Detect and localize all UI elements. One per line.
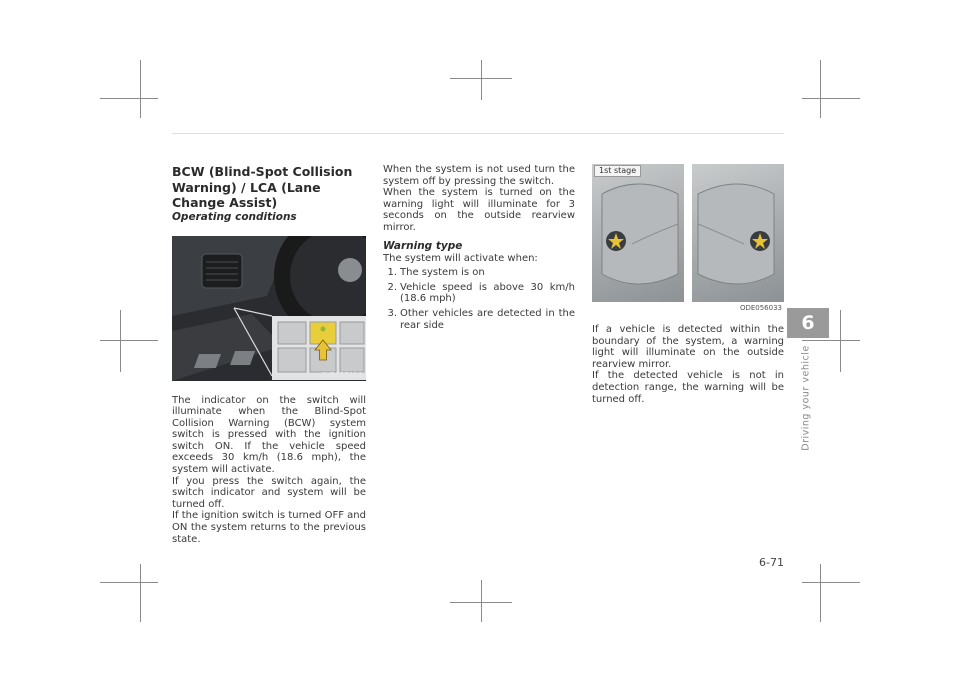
list-number: 2. (387, 281, 397, 293)
list-item (383, 267, 575, 279)
crop-mark (481, 60, 482, 100)
list-text: Vehicle speed is above 30 km/h (18.6 mph) (400, 281, 575, 305)
paragraph: When the system is not used turn the system off by pressing the switch. (383, 164, 575, 187)
paragraph: If the ignition switch is turned OFF and ON the system returns to the previous state. (172, 510, 366, 545)
crop-mark (820, 60, 821, 118)
crop-mark (100, 340, 158, 341)
crop-mark (820, 564, 821, 622)
figure-caption: ODE056033 (739, 304, 782, 312)
column-middle (383, 164, 575, 331)
warning-type-heading: Warning type (383, 239, 463, 252)
operating-conditions-heading: Operating conditions (172, 210, 297, 223)
section-title: BCW (Blind-Spot Collision Warning) / LCA (Lane Change Assist) (172, 164, 353, 210)
chapter-tab: 6 (787, 308, 829, 338)
figure-caption: OYB057086 (321, 370, 362, 379)
mirror-right-illustration (692, 164, 784, 302)
paragraph: If a vehicle is detected within the boundary of the system, a warning light will illuminate on the outside rearview mirror. (592, 324, 784, 370)
switch-figure (172, 236, 366, 381)
mirror-left (592, 164, 684, 302)
chapter-title-vertical (796, 338, 816, 458)
crop-mark (481, 580, 482, 622)
dashboard-switch-illustration (172, 236, 366, 381)
header-rule (172, 133, 784, 134)
warning-intro: The system will activate when: (383, 252, 538, 264)
crop-mark (802, 582, 860, 583)
crop-mark (120, 310, 121, 372)
list-item (383, 282, 575, 305)
crop-mark (140, 60, 141, 118)
list-number: 1. (387, 267, 397, 279)
mirror-figure (592, 164, 784, 312)
crop-mark (100, 582, 158, 583)
paragraph: When the system is turned on the warning light will illuminate for 3 seconds on the outside rearview mirror. (383, 187, 575, 233)
page-number: 6-71 (759, 556, 784, 569)
paragraph: The indicator on the switch will illuminate when the Blind-Spot Collision Warning (BCW) system switch is pressed with the ignition switch ON. If the vehicle speed exceeds 30 km/h (18.6 mph), the system will activate. (172, 394, 366, 476)
crop-mark (840, 310, 841, 372)
crop-mark (802, 98, 860, 99)
crop-mark (140, 564, 141, 622)
column-right (592, 324, 784, 405)
column-left (172, 164, 366, 545)
list-text: Other vehicles are detected in the rear side (400, 307, 575, 331)
chapter-title: Driving your vehicle (800, 345, 812, 451)
crop-mark (100, 98, 158, 99)
paragraph: If you press the switch again, the switch indicator and system will be turned off. (172, 475, 366, 510)
list-text: The system is on (400, 267, 485, 279)
mirror-left-illustration (592, 164, 684, 302)
list-number: 3. (387, 307, 397, 319)
mirror-right (692, 164, 784, 302)
stage-label: 1st stage (594, 165, 641, 177)
warning-steps-list (383, 267, 575, 331)
list-item (383, 308, 575, 331)
paragraph: If the detected vehicle is not in detection range, the warning will be turned off. (592, 370, 784, 405)
